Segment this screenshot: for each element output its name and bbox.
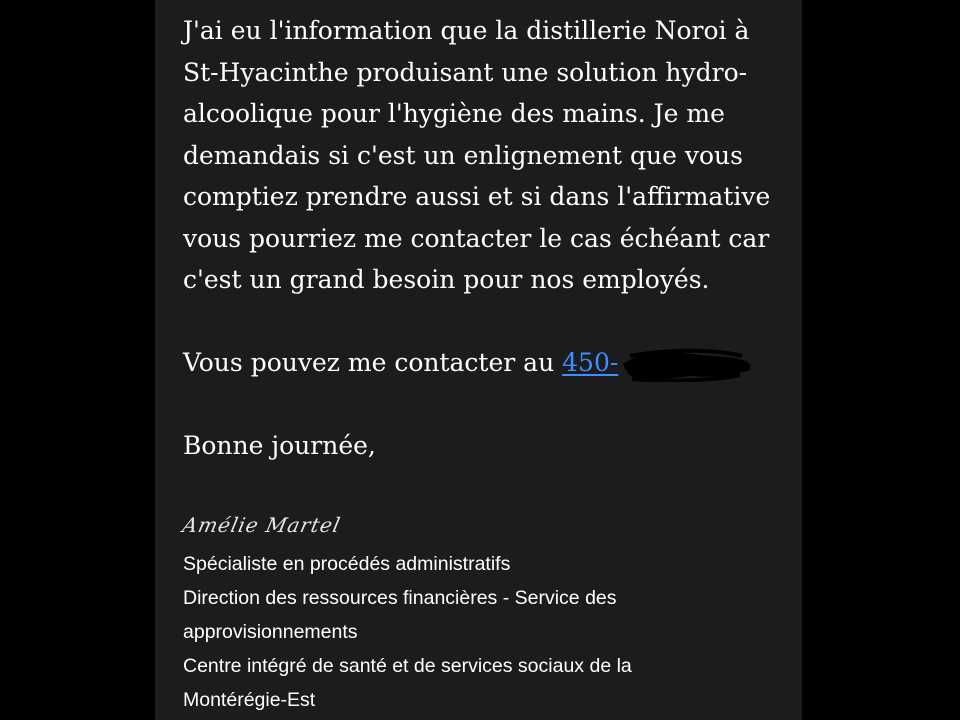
- signature-department: Direction des ressources financières - Service des: [183, 587, 617, 609]
- signature-job-title: Spécialiste en procédés administratifs: [183, 553, 511, 575]
- signature-organization-cont: Montérégie-Est: [183, 689, 316, 711]
- email-message-panel: [155, 0, 802, 720]
- contact-sentence: [183, 342, 793, 384]
- phone-number-link[interactable]: 450-: [562, 348, 619, 377]
- email-body: [183, 10, 793, 467]
- phone-number-wrapper: [562, 342, 618, 384]
- signature-name: Amélie Martel: [180, 513, 344, 537]
- signature-department-cont: approvisionnements: [183, 621, 358, 643]
- signature-details: [183, 547, 793, 717]
- contact-prefix-text: Vous pouvez me contacter au: [183, 348, 563, 377]
- signature-organization: Centre intégré de santé et de services sociaux de la: [183, 655, 632, 677]
- email-signature: [180, 505, 793, 717]
- redaction-scribble: [622, 348, 752, 382]
- email-body-paragraph: J'ai eu l'information que la distillerie Noroi à St-Hyacinthe produisant une solution hydro-alcoolique pour l'hygiène des mains. Je me demandais si c'est un enlignement que vous comptiez prendre aussi et si dans l'affirmative vous pourriez me contacter le cas échéant car c'est un grand besoin pour nos employés.: [183, 16, 771, 294]
- email-greeting: Bonne journée,: [183, 431, 376, 460]
